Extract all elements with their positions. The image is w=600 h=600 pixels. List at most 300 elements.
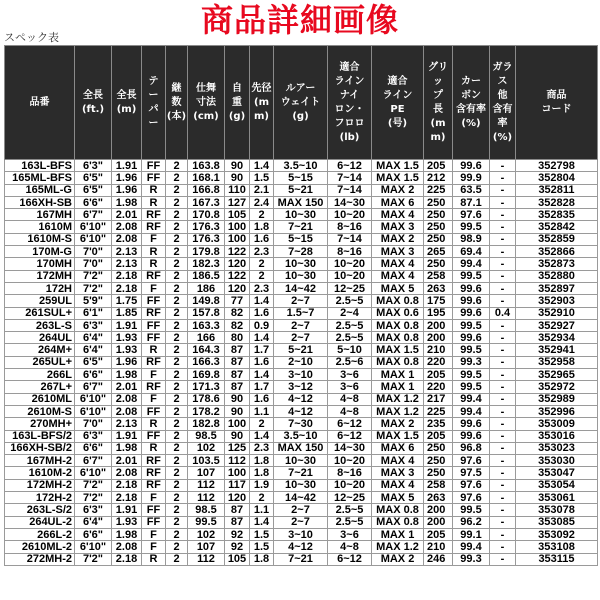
table-cell: 120 bbox=[225, 282, 250, 294]
table-cell: 2 bbox=[166, 393, 188, 405]
page-banner-title: 商品詳細画像 bbox=[200, 1, 399, 39]
table-cell: 10~30 bbox=[274, 209, 328, 221]
table-cell: 87 bbox=[225, 369, 250, 381]
table-cell: - bbox=[490, 246, 516, 258]
table-cell: 87 bbox=[225, 516, 250, 528]
table-cell: 1.5~7 bbox=[274, 307, 328, 319]
table-cell: 2.5~5 bbox=[328, 295, 372, 307]
table-cell: 2610ML bbox=[5, 393, 75, 405]
table-cell: 2 bbox=[166, 442, 188, 454]
table-cell: 2 bbox=[166, 172, 188, 184]
table-cell: 14~42 bbox=[274, 492, 328, 504]
table-cell: 2.3 bbox=[250, 246, 274, 258]
table-cell: - bbox=[490, 172, 516, 184]
table-cell: 2 bbox=[166, 405, 188, 417]
table-cell: 1.5 bbox=[250, 541, 274, 553]
table-cell: - bbox=[490, 430, 516, 442]
table-cell: 6'7" bbox=[75, 381, 112, 393]
table-cell: 352798 bbox=[516, 160, 598, 172]
table-cell: MAX 1 bbox=[372, 369, 424, 381]
table-cell: MAX 150 bbox=[274, 196, 328, 208]
table-cell: 100 bbox=[225, 467, 250, 479]
table-cell: 1.93 bbox=[112, 332, 142, 344]
table-cell: 98.5 bbox=[188, 504, 225, 516]
table-cell: 5~10 bbox=[328, 344, 372, 356]
table-cell: 353108 bbox=[516, 541, 598, 553]
table-cell: 112 bbox=[188, 492, 225, 504]
table-cell: 7'2" bbox=[75, 479, 112, 491]
table-cell: 10~20 bbox=[328, 270, 372, 282]
table-cell: 2 bbox=[250, 258, 274, 270]
table-cell: 2.5~5 bbox=[328, 504, 372, 516]
table-cell: 353016 bbox=[516, 430, 598, 442]
table-cell: F bbox=[142, 369, 166, 381]
table-cell: R bbox=[142, 344, 166, 356]
table-cell: 112 bbox=[188, 553, 225, 565]
table-cell: 2.13 bbox=[112, 246, 142, 258]
table-cell: 2 bbox=[166, 418, 188, 430]
table-cell: 2 bbox=[166, 196, 188, 208]
table-cell: 167MH bbox=[5, 209, 75, 221]
table-cell: 172H-2 bbox=[5, 492, 75, 504]
table-cell: 1.91 bbox=[112, 319, 142, 331]
table-cell: MAX 1.5 bbox=[372, 430, 424, 442]
table-cell: 1.8 bbox=[250, 455, 274, 467]
table-cell: 12~25 bbox=[328, 492, 372, 504]
table-cell: 1.7 bbox=[250, 344, 274, 356]
table-row bbox=[5, 295, 598, 307]
table-cell: MAX 0.8 bbox=[372, 516, 424, 528]
table-cell: 63.5 bbox=[453, 184, 490, 196]
table-cell: 14~30 bbox=[328, 442, 372, 454]
table-cell: F bbox=[142, 233, 166, 245]
table-cell: 3~6 bbox=[328, 381, 372, 393]
table-cell: 1.4 bbox=[250, 160, 274, 172]
table-cell: 163L-BFS/2 bbox=[5, 430, 75, 442]
table-cell: 100 bbox=[225, 221, 250, 233]
table-cell: 1.6 bbox=[250, 233, 274, 245]
table-cell: 99.5 bbox=[453, 369, 490, 381]
table-cell: 167MH-2 bbox=[5, 455, 75, 467]
table-cell: 2 bbox=[166, 258, 188, 270]
table-cell: 2 bbox=[166, 295, 188, 307]
table-cell: - bbox=[490, 282, 516, 294]
table-cell: MAX 4 bbox=[372, 479, 424, 491]
table-cell: 99.5 bbox=[453, 344, 490, 356]
column-header: 全長 (m) bbox=[112, 46, 142, 160]
table-cell: 99.4 bbox=[453, 393, 490, 405]
table-cell: 77 bbox=[225, 295, 250, 307]
table-cell: 87 bbox=[225, 356, 250, 368]
table-cell: 212 bbox=[424, 172, 453, 184]
table-cell: - bbox=[490, 479, 516, 491]
table-cell: 102 bbox=[188, 528, 225, 540]
table-cell: 10~30 bbox=[274, 479, 328, 491]
table-cell: 168.1 bbox=[188, 172, 225, 184]
table-cell: 99.6 bbox=[453, 282, 490, 294]
column-header: ガラ ス 他 含有 率 (%) bbox=[490, 46, 516, 160]
table-row bbox=[5, 233, 598, 245]
table-cell: MAX 4 bbox=[372, 270, 424, 282]
table-cell: 87 bbox=[225, 344, 250, 356]
table-cell: 175 bbox=[424, 295, 453, 307]
table-cell: 1.6 bbox=[250, 356, 274, 368]
table-cell: MAX 3 bbox=[372, 221, 424, 233]
table-cell: 2~7 bbox=[274, 295, 328, 307]
table-cell: 1.96 bbox=[112, 356, 142, 368]
table-cell: RF bbox=[142, 307, 166, 319]
table-cell: - bbox=[490, 418, 516, 430]
table-cell: - bbox=[490, 319, 516, 331]
table-cell: 4~8 bbox=[328, 393, 372, 405]
table-cell: 352835 bbox=[516, 209, 598, 221]
table-cell: 2 bbox=[166, 209, 188, 221]
table-cell: RF bbox=[142, 479, 166, 491]
table-cell: 1610M bbox=[5, 221, 75, 233]
table-cell: 99.5 bbox=[453, 381, 490, 393]
table-cell: - bbox=[490, 516, 516, 528]
table-cell: MAX 1.5 bbox=[372, 172, 424, 184]
table-cell: 2.5~6 bbox=[328, 356, 372, 368]
table-cell: 205 bbox=[424, 430, 453, 442]
table-cell: 2 bbox=[250, 209, 274, 221]
table-cell: 4~8 bbox=[328, 541, 372, 553]
table-cell: 246 bbox=[424, 553, 453, 565]
table-cell: 105 bbox=[225, 553, 250, 565]
table-cell: 1.4 bbox=[250, 516, 274, 528]
table-cell: 87 bbox=[225, 381, 250, 393]
table-cell: 112 bbox=[188, 479, 225, 491]
table-cell: - bbox=[490, 369, 516, 381]
table-cell: 7'0" bbox=[75, 418, 112, 430]
table-cell: 250 bbox=[424, 467, 453, 479]
table-cell: 2.18 bbox=[112, 270, 142, 282]
table-cell: 2 bbox=[166, 307, 188, 319]
table-cell: 352811 bbox=[516, 184, 598, 196]
table-cell: FF bbox=[142, 172, 166, 184]
table-row bbox=[5, 442, 598, 454]
table-row bbox=[5, 270, 598, 282]
table-cell: 166.8 bbox=[188, 184, 225, 196]
table-cell: 127 bbox=[225, 196, 250, 208]
table-cell: 259UL bbox=[5, 295, 75, 307]
table-cell: 2.5~5 bbox=[328, 332, 372, 344]
table-cell: 176.3 bbox=[188, 233, 225, 245]
table-cell: 352927 bbox=[516, 319, 598, 331]
table-cell: 170M-G bbox=[5, 246, 75, 258]
table-cell: 117 bbox=[225, 479, 250, 491]
table-cell: 97.6 bbox=[453, 455, 490, 467]
table-row bbox=[5, 319, 598, 331]
table-cell: R bbox=[142, 184, 166, 196]
table-cell: 353061 bbox=[516, 492, 598, 504]
table-cell: - bbox=[490, 405, 516, 417]
table-cell: 2 bbox=[166, 528, 188, 540]
table-cell: 210 bbox=[424, 541, 453, 553]
table-cell: 225 bbox=[424, 184, 453, 196]
table-cell: 186 bbox=[188, 282, 225, 294]
table-cell: 6'10" bbox=[75, 393, 112, 405]
table-cell: 200 bbox=[424, 319, 453, 331]
table-cell: 2 bbox=[166, 332, 188, 344]
table-cell: 2 bbox=[166, 430, 188, 442]
table-cell: 0.9 bbox=[250, 319, 274, 331]
column-header: 継 数 (本) bbox=[166, 46, 188, 160]
table-cell: - bbox=[490, 356, 516, 368]
table-cell: 7'2" bbox=[75, 553, 112, 565]
table-cell: 99.6 bbox=[453, 307, 490, 319]
table-cell: 99.4 bbox=[453, 405, 490, 417]
table-cell: 1.91 bbox=[112, 430, 142, 442]
table-row bbox=[5, 184, 598, 196]
table-cell: 6'5" bbox=[75, 184, 112, 196]
table-cell: 2~7 bbox=[274, 332, 328, 344]
table-cell: 3.5~10 bbox=[274, 160, 328, 172]
table-cell: 352989 bbox=[516, 393, 598, 405]
table-cell: 2.3 bbox=[250, 442, 274, 454]
table-cell: 2 bbox=[166, 455, 188, 467]
table-cell: 1.96 bbox=[112, 172, 142, 184]
table-cell: FF bbox=[142, 504, 166, 516]
table-cell: 2 bbox=[166, 270, 188, 282]
table-cell: RF bbox=[142, 270, 166, 282]
table-cell: 2~10 bbox=[274, 356, 328, 368]
table-cell: 1.5 bbox=[250, 528, 274, 540]
table-cell: 200 bbox=[424, 332, 453, 344]
table-cell: 3~10 bbox=[274, 369, 328, 381]
table-cell: 250 bbox=[424, 233, 453, 245]
table-cell: 6'3" bbox=[75, 430, 112, 442]
table-cell: 5~21 bbox=[274, 344, 328, 356]
column-header: 適合 ライン PE (号) bbox=[372, 46, 424, 160]
table-cell: 120 bbox=[225, 258, 250, 270]
table-cell: 6'7" bbox=[75, 455, 112, 467]
table-cell: 7'2" bbox=[75, 282, 112, 294]
table-cell: 250 bbox=[424, 221, 453, 233]
table-cell: - bbox=[490, 209, 516, 221]
table-cell: 172H bbox=[5, 282, 75, 294]
column-header: 商品 コード bbox=[516, 46, 598, 160]
table-cell: 353085 bbox=[516, 516, 598, 528]
table-cell: 82 bbox=[225, 307, 250, 319]
table-row bbox=[5, 516, 598, 528]
table-cell: MAX 2 bbox=[372, 553, 424, 565]
table-cell: 1.1 bbox=[250, 405, 274, 417]
table-cell: 7'0" bbox=[75, 258, 112, 270]
table-cell: 352965 bbox=[516, 369, 598, 381]
table-cell: 90 bbox=[225, 172, 250, 184]
table-cell: - bbox=[490, 504, 516, 516]
table-row bbox=[5, 344, 598, 356]
table-cell: 352897 bbox=[516, 282, 598, 294]
table-row bbox=[5, 479, 598, 491]
table-cell: FF bbox=[142, 160, 166, 172]
table-cell: 250 bbox=[424, 258, 453, 270]
table-cell: 172MH-2 bbox=[5, 479, 75, 491]
table-cell: 7~30 bbox=[274, 418, 328, 430]
table-cell: 264UL-2 bbox=[5, 516, 75, 528]
table-cell: RF bbox=[142, 209, 166, 221]
table-cell: - bbox=[490, 332, 516, 344]
table-cell: 2 bbox=[250, 492, 274, 504]
table-row bbox=[5, 258, 598, 270]
table-cell: 2 bbox=[166, 369, 188, 381]
table-cell: 353009 bbox=[516, 418, 598, 430]
table-cell: - bbox=[490, 455, 516, 467]
table-cell: 6'10" bbox=[75, 233, 112, 245]
table-cell: 2.18 bbox=[112, 492, 142, 504]
table-cell: 1.6 bbox=[250, 307, 274, 319]
table-cell: 1.1 bbox=[250, 504, 274, 516]
table-cell: 170.8 bbox=[188, 209, 225, 221]
table-cell: R bbox=[142, 553, 166, 565]
table-cell: - bbox=[490, 184, 516, 196]
table-cell: FF bbox=[142, 516, 166, 528]
table-cell: 250 bbox=[424, 196, 453, 208]
table-cell: 2 bbox=[166, 184, 188, 196]
table-cell: 2 bbox=[166, 319, 188, 331]
table-cell: 353030 bbox=[516, 455, 598, 467]
table-cell: - bbox=[490, 344, 516, 356]
table-cell: MAX 1.2 bbox=[372, 405, 424, 417]
table-cell: 352996 bbox=[516, 405, 598, 417]
table-cell: 166 bbox=[188, 332, 225, 344]
table-cell: 96.8 bbox=[453, 442, 490, 454]
table-cell: 2 bbox=[166, 504, 188, 516]
table-cell: RF bbox=[142, 221, 166, 233]
column-header: 先径 (m m) bbox=[250, 46, 274, 160]
table-cell: 6'7" bbox=[75, 209, 112, 221]
table-cell: - bbox=[490, 196, 516, 208]
table-cell: 220 bbox=[424, 381, 453, 393]
table-cell: 120 bbox=[225, 492, 250, 504]
table-cell: 353078 bbox=[516, 504, 598, 516]
table-cell: 195 bbox=[424, 307, 453, 319]
table-cell: 125 bbox=[225, 442, 250, 454]
table-cell: 178.6 bbox=[188, 393, 225, 405]
table-cell: 2610ML-2 bbox=[5, 541, 75, 553]
table-row bbox=[5, 246, 598, 258]
table-cell: MAX 4 bbox=[372, 455, 424, 467]
table-cell: 2 bbox=[166, 381, 188, 393]
table-cell: 99.3 bbox=[453, 553, 490, 565]
table-cell: - bbox=[490, 221, 516, 233]
table-cell: 6'4" bbox=[75, 332, 112, 344]
table-cell: 3~12 bbox=[274, 381, 328, 393]
table-cell: 10~30 bbox=[274, 270, 328, 282]
table-cell: 6~12 bbox=[328, 418, 372, 430]
table-cell: 6'3" bbox=[75, 160, 112, 172]
table-cell: 225 bbox=[424, 405, 453, 417]
table-cell: 7~14 bbox=[328, 184, 372, 196]
table-cell: 2.13 bbox=[112, 258, 142, 270]
table-cell: 2 bbox=[166, 233, 188, 245]
table-cell: 97.6 bbox=[453, 479, 490, 491]
table-cell: 69.4 bbox=[453, 246, 490, 258]
table-cell: 220 bbox=[424, 356, 453, 368]
table-cell: R bbox=[142, 196, 166, 208]
table-cell: 6'6" bbox=[75, 442, 112, 454]
table-cell: 1.8 bbox=[250, 467, 274, 479]
table-cell: 7~21 bbox=[274, 553, 328, 565]
table-cell: 1.98 bbox=[112, 369, 142, 381]
table-cell: 263 bbox=[424, 492, 453, 504]
table-cell: 6'6" bbox=[75, 369, 112, 381]
table-cell: MAX 6 bbox=[372, 196, 424, 208]
table-cell: RF bbox=[142, 467, 166, 479]
table-cell: 98.5 bbox=[188, 430, 225, 442]
table-cell: 258 bbox=[424, 270, 453, 282]
table-cell: 352903 bbox=[516, 295, 598, 307]
table-cell: 5'9" bbox=[75, 295, 112, 307]
table-cell: R bbox=[142, 442, 166, 454]
table-cell: 2 bbox=[250, 418, 274, 430]
table-cell: 99.4 bbox=[453, 541, 490, 553]
table-cell: 261SUL+ bbox=[5, 307, 75, 319]
table-cell: - bbox=[490, 295, 516, 307]
table-cell: 172MH bbox=[5, 270, 75, 282]
table-cell: 100 bbox=[225, 418, 250, 430]
column-header: 適合 ライン ナイ ロン・ フロロ (lb) bbox=[328, 46, 372, 160]
table-cell: 1.5 bbox=[250, 172, 274, 184]
table-cell: 87.1 bbox=[453, 196, 490, 208]
table-cell: 169.8 bbox=[188, 369, 225, 381]
table-row bbox=[5, 553, 598, 565]
table-cell: 1.96 bbox=[112, 184, 142, 196]
table-cell: 97.5 bbox=[453, 467, 490, 479]
table-cell: 163.8 bbox=[188, 160, 225, 172]
table-row bbox=[5, 172, 598, 184]
table-row bbox=[5, 467, 598, 479]
table-cell: MAX 6 bbox=[372, 442, 424, 454]
table-cell: 6'4" bbox=[75, 516, 112, 528]
table-cell: 99.5 bbox=[453, 221, 490, 233]
table-row bbox=[5, 455, 598, 467]
table-cell: 6'10" bbox=[75, 541, 112, 553]
table-cell: 1.98 bbox=[112, 442, 142, 454]
table-cell: 270MH+ bbox=[5, 418, 75, 430]
table-cell: 166.3 bbox=[188, 356, 225, 368]
table-cell: 263 bbox=[424, 282, 453, 294]
table-cell: 99.4 bbox=[453, 258, 490, 270]
table-cell: 10~20 bbox=[328, 209, 372, 221]
table-cell: 6'10" bbox=[75, 405, 112, 417]
table-cell: 1.98 bbox=[112, 196, 142, 208]
table-cell: 2.08 bbox=[112, 405, 142, 417]
spec-table bbox=[4, 45, 598, 566]
table-cell: 352828 bbox=[516, 196, 598, 208]
table-cell: 352842 bbox=[516, 221, 598, 233]
table-cell: 263L-S/2 bbox=[5, 504, 75, 516]
table-cell: 166XH-SB bbox=[5, 196, 75, 208]
table-cell: 100 bbox=[225, 233, 250, 245]
table-cell: RF bbox=[142, 455, 166, 467]
table-cell: 205 bbox=[424, 160, 453, 172]
table-cell: MAX 5 bbox=[372, 282, 424, 294]
table-row bbox=[5, 393, 598, 405]
table-cell: 2.08 bbox=[112, 541, 142, 553]
table-cell: 6'5" bbox=[75, 356, 112, 368]
table-cell: 171.3 bbox=[188, 381, 225, 393]
table-cell: 353092 bbox=[516, 528, 598, 540]
table-cell: 7~28 bbox=[274, 246, 328, 258]
table-cell: 1610M-2 bbox=[5, 467, 75, 479]
table-cell: 1.6 bbox=[250, 393, 274, 405]
table-row bbox=[5, 381, 598, 393]
table-cell: 6~12 bbox=[328, 160, 372, 172]
table-row bbox=[5, 504, 598, 516]
table-cell: MAX 0.6 bbox=[372, 307, 424, 319]
